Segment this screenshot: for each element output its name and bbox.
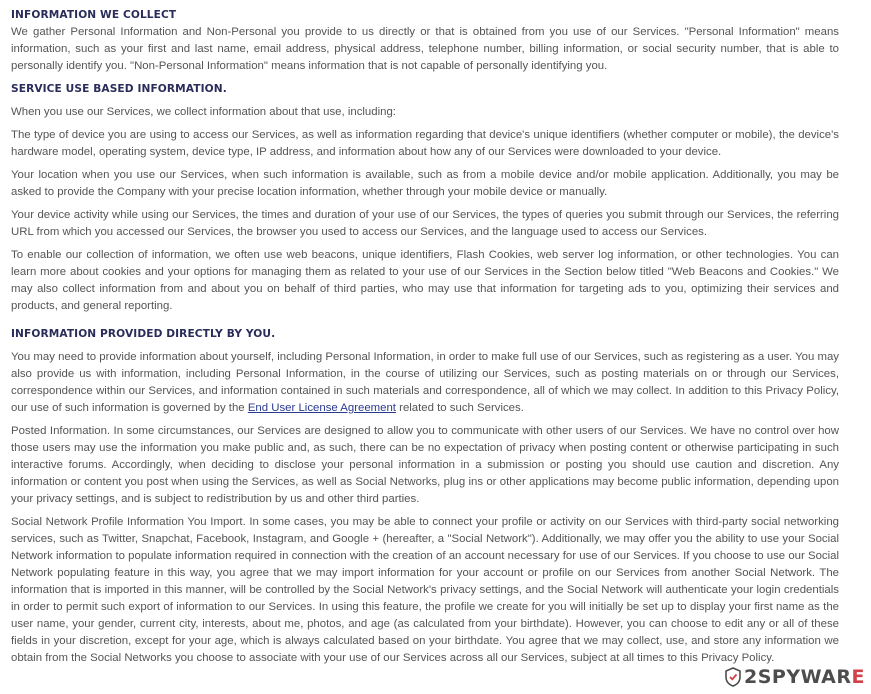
heading-service-use: SERVICE USE BASED INFORMATION. — [11, 83, 227, 95]
paragraph-provided-intro — [11, 349, 839, 417]
paragraph-service-use-intro: When you use our Services, we collect information about that use, including: — [11, 106, 396, 118]
paragraph-provided-text-after: related to such Services. — [395, 402, 524, 414]
paragraph-social-network-import: Social Network Profile Information You Import. In some cases, you may be able to connect your profile or activity on our Services with third-party social networking services, such as Twitter, Snapchat, Facebook, Instagram, and Google + (hereafter, a "Social Network"). Additionally, we may offer you the ability to use your Social Network information to populate information required in connection with the creation of an account necessary for use of our Services. If you choose to use our Social Network populating feature in this way, you agree that we may import information for your account or profile on our Services from another Social Network. The information that is imported in this manner, will be controlled by the Social Network's privacy settings, and the Social Network will authenticate your login credentials in order to permit such export of information to our Services. In using this feature, the profile we create for you will initially be set up to display your first name as the user name, your gender, current city, interests, about me, photos, and age (as calculated from your birthdate). However, you can choose to edit any or all of these fields in your discretion, except for your age, which is always calculated based on your birthdate. You agree that we may collect, use, and store any information we obtain from the Social Networks you choose to associate with your use of our Services across all our Services, subject at all times to this Privacy Policy. — [11, 516, 839, 664]
paragraph-device-activity: Your device activity while using our Services, the times and duration of your use of our Services, the types of queries you submit through our Services, the referring URL from which you accessed our Services, the browser you used to access our Services, and the language used to access our Services. — [11, 209, 839, 238]
paragraph-device-type: The type of device you are using to access our Services, as well as information regarding that device's unique identifiers (whether computer or mobile), the device's hardware model, operating system, device type, IP address, and information about how any of our Services were downloaded to your device. — [11, 129, 839, 158]
spyware-watermark — [725, 666, 865, 688]
paragraph-provided-text-before: You may need to provide information about yourself, including Personal Information, in order to make full use of our Services, such as registering as a user. You may also provide us with information, including Personal Information, in the course of utilizing our Services, such as posting materials on or through our Services, correspondence within our Services, and information contained in such materials and correspondence, all of which we may collect. In addition to this Privacy Policy, our use of such information is governed by the — [11, 351, 839, 414]
watermark-text: 2SPYWAR — [743, 666, 852, 688]
heading-information-we-collect: INFORMATION WE COLLECT — [11, 9, 177, 21]
paragraph-collect-intro: We gather Personal Information and Non-Personal you provide to us directly or that is obtained from you use of our Services. "Personal Information" means information, such as your first and last name, email address, physical address, telephone number, billing information, or social security number, that is able to personally identify you. "Non-Personal Information" means information that is not capable of personally identifying you. — [11, 26, 839, 72]
privacy-policy-document — [11, 7, 839, 667]
shield-icon — [725, 667, 741, 687]
paragraph-collection-technologies: To enable our collection of information, we often use web beacons, unique identifiers, Flash Cookies, web server log information, or other technologies. You can learn more about cookies and your options for managing them as related to your use of our Services in the Section below titled "Web Beacons and Cookies." We may also collect information from and about you on behalf of third parties, who may use that information for targeting ads to you, optimizing their services and products, and general reporting. — [11, 249, 839, 312]
eula-link[interactable]: End User License Agreement — [247, 402, 396, 414]
paragraph-posted-information: Posted Information. In some circumstances, our Services are designed to allow you to communicate with other users of our Services. We have no control over how those users may use the information you make public and, as such, there can be no expectation of privacy when posting content or otherwise participating in such interactive forums. Accordingly, when deciding to disclose your personal information in a submission or posting you should use caution and discretion. Any information or content you post when using the Services, as well as Social Networks, plug ins or other applications may become public information, depending upon your privacy settings, and is subject to redistribution by us and other third parties. — [11, 425, 839, 505]
watermark-accent-letter: E — [851, 666, 865, 688]
paragraph-location: Your location when you use our Services, when such information is available, such as from a mobile device and/or mobile application. Additionally, you may be asked to provide the Company with your precise location information, whether through your mobile device or manually. — [11, 169, 839, 198]
heading-information-provided: INFORMATION PROVIDED DIRECTLY BY YOU. — [11, 328, 276, 340]
